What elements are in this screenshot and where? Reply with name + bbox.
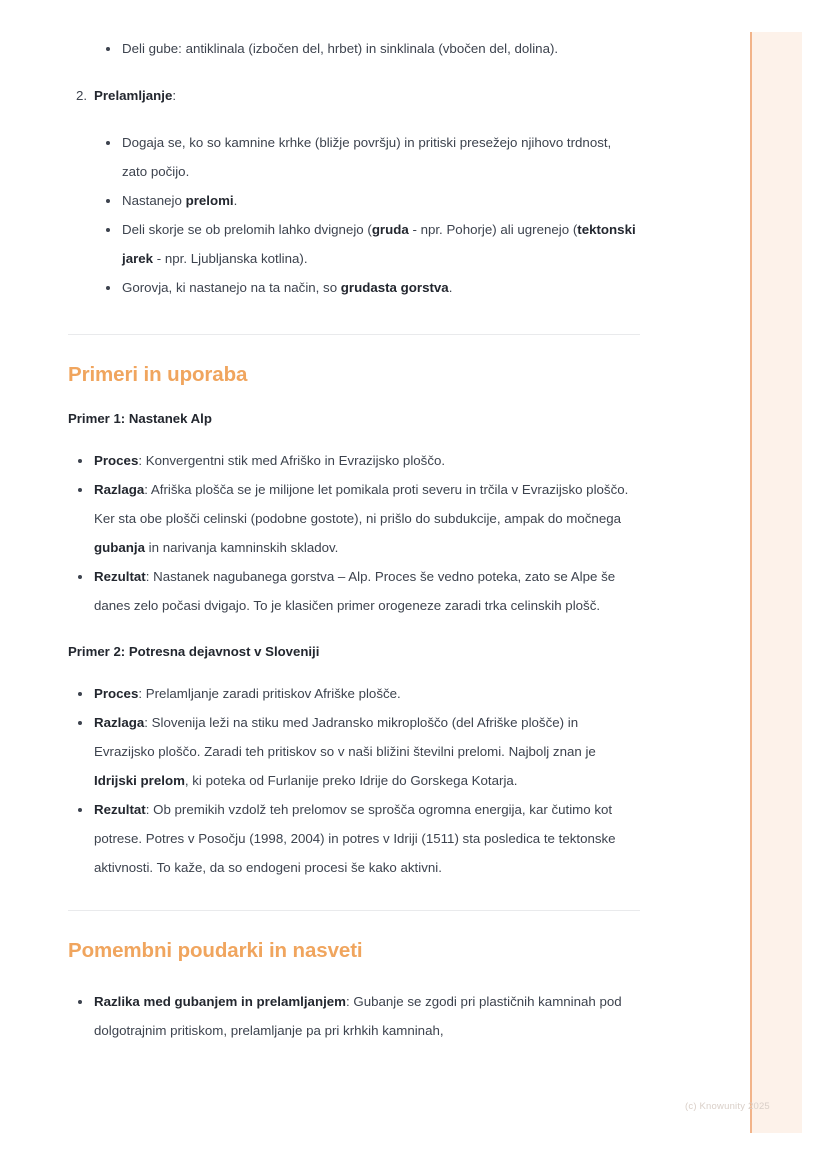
list-item xyxy=(68,708,640,795)
spacer xyxy=(68,620,640,644)
spacer xyxy=(68,335,640,363)
right-accent-panel xyxy=(750,32,802,1133)
body-text: - npr. Pohorje) ali ugrenejo ( xyxy=(408,222,578,237)
spacer xyxy=(68,63,640,81)
prelamljanje-bullet-list xyxy=(68,128,640,302)
emphasis-text: Rezultat xyxy=(94,802,146,817)
list-item xyxy=(68,475,640,562)
lead-bullet-list xyxy=(68,34,640,63)
body-text: in narivanja kamninskih skladov. xyxy=(144,540,339,555)
emphasis-text: gubanja xyxy=(94,540,145,555)
body-text: : Slovenija leži na stiku med Jadransko mikroploščo (del Afriške plošče) in Evrazijsko ploščo. Zaradi teh pritiskov so v naši bližini številni prelomi. Najbolj znan je xyxy=(94,715,596,759)
watermark: (c) Knowunity 2025 xyxy=(685,1101,770,1112)
example-2-title: Primer 2: Potresna dejavnost v Sloveniji xyxy=(68,644,320,659)
emphasis-text: grudasta gorstva xyxy=(340,280,449,295)
list-item xyxy=(68,987,640,1045)
numbered-item-label: Prelamljanje xyxy=(94,88,173,103)
body-text: Dogaja se, ko so kamnine krhke (bližje površju) in pritiski presežejo njihovo trdnost, zato počijo. xyxy=(122,135,612,179)
body-text: : Konvergentni stik med Afriško in Evrazijsko ploščo. xyxy=(138,453,446,468)
emphasis-text: gruda xyxy=(371,222,409,237)
numbered-list xyxy=(68,81,640,110)
emphasis-text: Proces xyxy=(94,453,139,468)
spacer xyxy=(68,302,640,334)
spacer xyxy=(68,387,640,411)
example-2-bullet-list xyxy=(68,679,640,882)
list-item xyxy=(68,273,640,302)
list-item xyxy=(68,562,640,620)
body-text: Nastanejo xyxy=(122,193,186,208)
example-1-title: Primer 1: Nastanek Alp xyxy=(68,411,212,426)
document-content xyxy=(68,34,640,1045)
section-heading-tips: Pomembni poudarki in nasveti xyxy=(68,939,363,962)
emphasis-text: prelomi xyxy=(185,193,234,208)
body-text: : Gubanje se zgodi pri plastičnih kamninah pod dolgotrajnim pritiskom, prelamljanje pa pri krhkih kamninah, xyxy=(94,994,622,1038)
emphasis-text: Proces xyxy=(94,686,139,701)
list-item xyxy=(68,679,640,708)
body-text: Gorovja, ki nastanejo na ta način, so xyxy=(122,280,341,295)
list-number: 2. xyxy=(76,88,88,103)
emphasis-text: tektonski jarek xyxy=(122,222,636,266)
list-item: Deli gube: antiklinala (izbočen del, hrbet) in sinklinala (vbočen del, dolina). xyxy=(68,34,640,63)
body-text: , ki poteka od Furlanije preko Idrije do Gorskega Kotarja. xyxy=(184,773,518,788)
spacer xyxy=(68,426,640,446)
body-text: : Ob premikih vzdolž teh prelomov se sprošča ogromna energija, kar čutimo kot potrese. Potres v Posočju (1998, 2004) in potres v Idriji (1511) sta posledica te tektonske aktivnosti. To kaže, da so endogeni procesi še kako aktivni. xyxy=(94,802,616,875)
tips-bullet-list xyxy=(68,987,640,1045)
body-text: : Afriška plošča se je milijone let pomikala proti severu in trčila v Evrazijsko ploščo. Ker sta obe plošči celinski (podobne gostote), ni prišlo do subdukcije, ampak do močnega xyxy=(94,482,629,526)
body-text: . xyxy=(233,193,238,208)
emphasis-text: Idrijski prelom xyxy=(94,773,185,788)
emphasis-text: Razlaga xyxy=(94,715,145,730)
spacer xyxy=(68,882,640,910)
list-item xyxy=(68,795,640,882)
list-item xyxy=(68,215,640,273)
spacer xyxy=(68,963,640,987)
body-text: - npr. Ljubljanska kotlina). xyxy=(153,251,308,266)
body-text: Deli skorje se ob prelomih lahko dvignejo ( xyxy=(122,222,372,237)
spacer xyxy=(68,911,640,939)
numbered-list-item xyxy=(68,81,640,110)
emphasis-text: Razlika med gubanjem in prelamljanjem xyxy=(94,994,346,1009)
body-text: . xyxy=(448,280,453,295)
emphasis-text: Razlaga xyxy=(94,482,145,497)
body-text: : Nastanek nagubanega gorstva – Alp. Proces še vedno poteka, zato se Alpe še danes zelo počasi dvigajo. To je klasičen primer orogeneze zaradi trka celinskih plošč. xyxy=(94,569,616,613)
list-item xyxy=(68,186,640,215)
body-text: : Prelamljanje zaradi pritiskov Afriške plošče. xyxy=(138,686,401,701)
emphasis-text: Rezultat xyxy=(94,569,146,584)
example-1-bullet-list xyxy=(68,446,640,620)
spacer xyxy=(68,110,640,128)
list-item xyxy=(68,446,640,475)
section-heading-examples: Primeri in uporaba xyxy=(68,363,248,386)
spacer xyxy=(68,659,640,679)
numbered-item-suffix: : xyxy=(172,88,177,103)
list-item xyxy=(68,128,640,186)
